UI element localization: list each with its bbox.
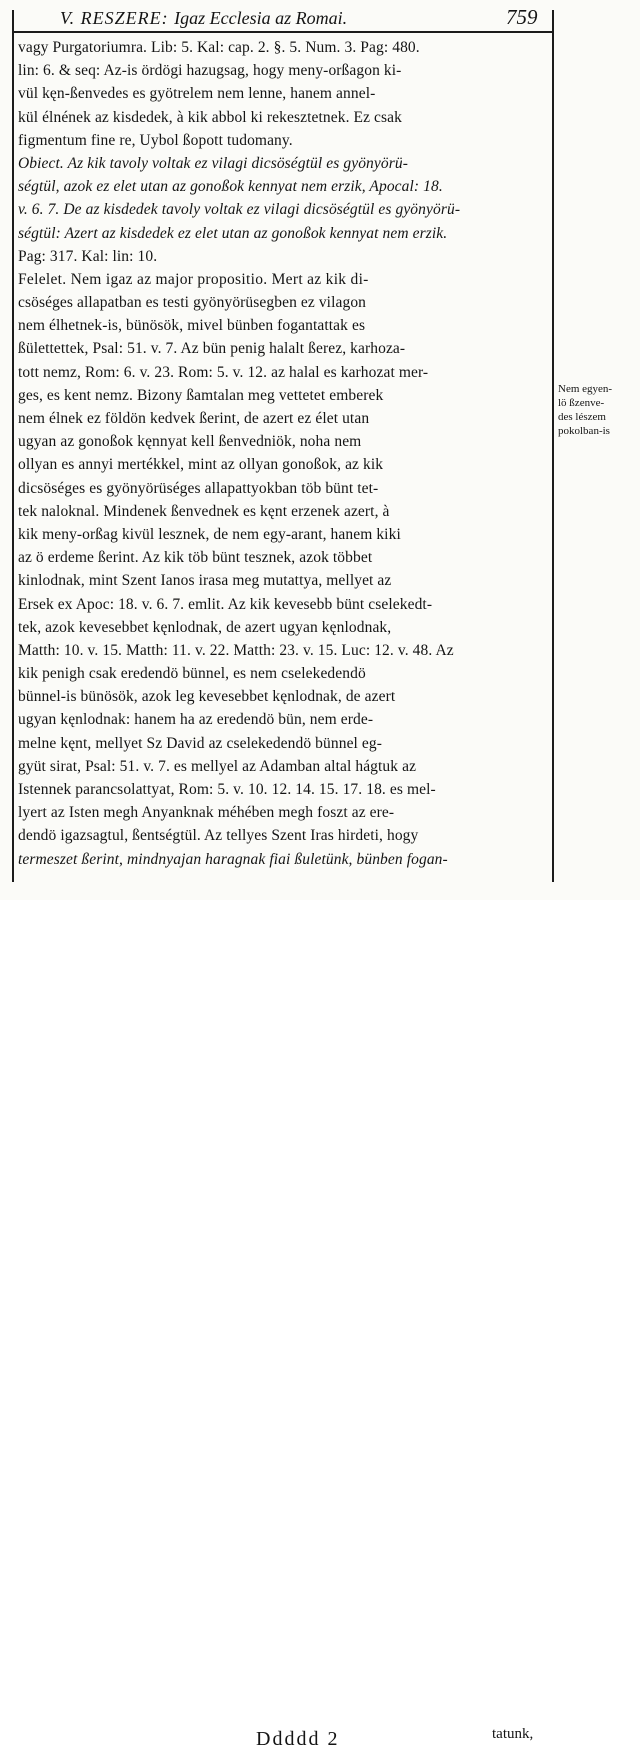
signature-mark: Ddddd 2 (256, 1728, 340, 1750)
text-line: lin: 6. & seq: Az-is ördögi hazugsag, hogy meny-orßagon ki- (18, 62, 402, 80)
text-line: csöséges allapatban es testi gyönyörüsegben ez vilagon (18, 294, 367, 312)
objection-line: v. 6. 7. De az kisdedek tavoly voltak ez vilagi dicsöségtül es gyönyörü- (18, 201, 461, 219)
text-line: ugyan kęnlodnak: hanem ha az eredendö bün, nem erde- (18, 711, 374, 729)
text-line: ßülettettek, Psal: 51. v. 7. Az bün penig halalt ßerez, karhoza- (18, 340, 406, 358)
text-line: Istennek parancsolattyat, Rom: 5. v. 10. 12. 14. 15. 17. 18. es mel- (18, 781, 436, 798)
text-line: melne kęnt, mellyet Sz David az cselekedendö bünnel eg- (18, 734, 383, 752)
text-line: tek, azok kevesebbet kęnlodnak, de azert ugyan kęnlodnak, (18, 618, 392, 636)
text-line: dendö igazsagtul, ßentségtül. Az tellyes Szent Iras hirdeti, hogy (18, 827, 419, 845)
header-rule (12, 31, 552, 33)
text-line: ugyan az gonoßok kęnnyat kell ßenvedniök, noha nem (18, 433, 362, 451)
margin-note-line: lö ßzenve- (558, 397, 605, 409)
text-line: tott nemz, Rom: 6. v. 23. Rom: 5. v. 12. az halal es karhozat mer- (18, 363, 429, 381)
text-line: Pag: 317. Kal: lin: 10. (18, 247, 158, 265)
margin-note-line: des lészem (558, 411, 606, 423)
page-footer (0, 862, 640, 1750)
objection-line: ségtül: Azert az kisdedek ez elet utan az gonoßok kennyat nem erzik. (18, 224, 448, 242)
text-line: kinlodnak, mint Szent Ianos irasa meg mutattya, mellyet az (18, 572, 392, 590)
margin-note-line: pokolban-is (558, 425, 610, 437)
text-line: termeszet ßerint, mindnyajan haragnak fiai ßuletünk, bünben fogan- (18, 850, 448, 868)
text-line: ollyan es annyi mertékkel, mint az ollyan gonoßok, az kik (18, 456, 384, 474)
body-text (18, 36, 548, 871)
text-line: dicsöséges es gyönyörüséges allapattyokban töb bünt tet- (18, 479, 379, 497)
text-line: nem élnek ez földön kedvek ßerint, de azert ez élet utan (18, 410, 370, 427)
text-line: nem élhetnek-is, bünösök, mivel bünben fogantattak es (18, 317, 366, 335)
margin-note (558, 382, 640, 438)
text-line: tek naloknal. Mindenek ßenvednek es kęnt erzenek azert, à (18, 502, 390, 520)
running-head (60, 8, 347, 29)
objection-line: Obiect. Az kik tavoly voltak ez vilagi dicsöségtül es gyönyörü- (18, 154, 408, 172)
text-line: Matth: 10. v. 15. Matth: 11. v. 22. Matth: 23. v. 15. Luc: 12. v. 48. Az (18, 641, 454, 659)
text-line: ges, es kent nemz. Bizony ßamtalan meg vettetet emberek (18, 386, 384, 404)
text-line: bünnel-is bünösök, azok leg kevesebbet kęnlodnak, de azert (18, 688, 396, 706)
running-head-subject: Igaz Ecclesia az Romai. (174, 8, 348, 28)
page-number: 759 (506, 5, 538, 29)
text-line: kül élnének az kisdedek, à kik abbol ki rekesztetnek. Ez csak (18, 108, 402, 126)
text-line: vagy Purgatoriumra. Lib: 5. Kal: cap. 2. §. 5. Num. 3. Pag: 480. (18, 39, 420, 56)
objection-line: ségtül, azok ez elet utan az gonoßok kennyat nem erzik, Apocal: 18. (18, 178, 443, 196)
text-line: figmentum fine re, Uybol ßopott tudomany. (18, 131, 293, 149)
catchword: tatunk, (492, 1726, 534, 1742)
margin-note-line: Nem egyen- (558, 383, 613, 395)
text-line: gyüt sirat, Psal: 51. v. 7. es mellyel az Adamban altal hágtuk az (18, 757, 417, 775)
answer-line: Felelet. Nem igaz az major propositio. Mert az kik di- (18, 270, 369, 288)
text-line: lyert az Isten megh Anyanknak méhében megh foszt az ere- (18, 804, 395, 822)
text-line: kik meny-orßag kivül lesznek, de nem egy-arant, hanem kiki (18, 525, 401, 543)
text-line: kik penigh csak eredendö bünnel, es nem cselekedendö (18, 665, 366, 683)
running-head-section: V. RESZERE: (60, 8, 169, 28)
text-line: Ersek ex Apoc: 18. v. 6. 7. emlit. Az kik kevesebb bünt cselekedt- (18, 595, 433, 613)
text-line: vül kęn-ßenvedes es gyötrelem nem lenne, hanem annel- (18, 85, 376, 103)
text-line: az ö erdeme ßerint. Az kik töb bünt tesznek, azok többet (18, 549, 373, 567)
